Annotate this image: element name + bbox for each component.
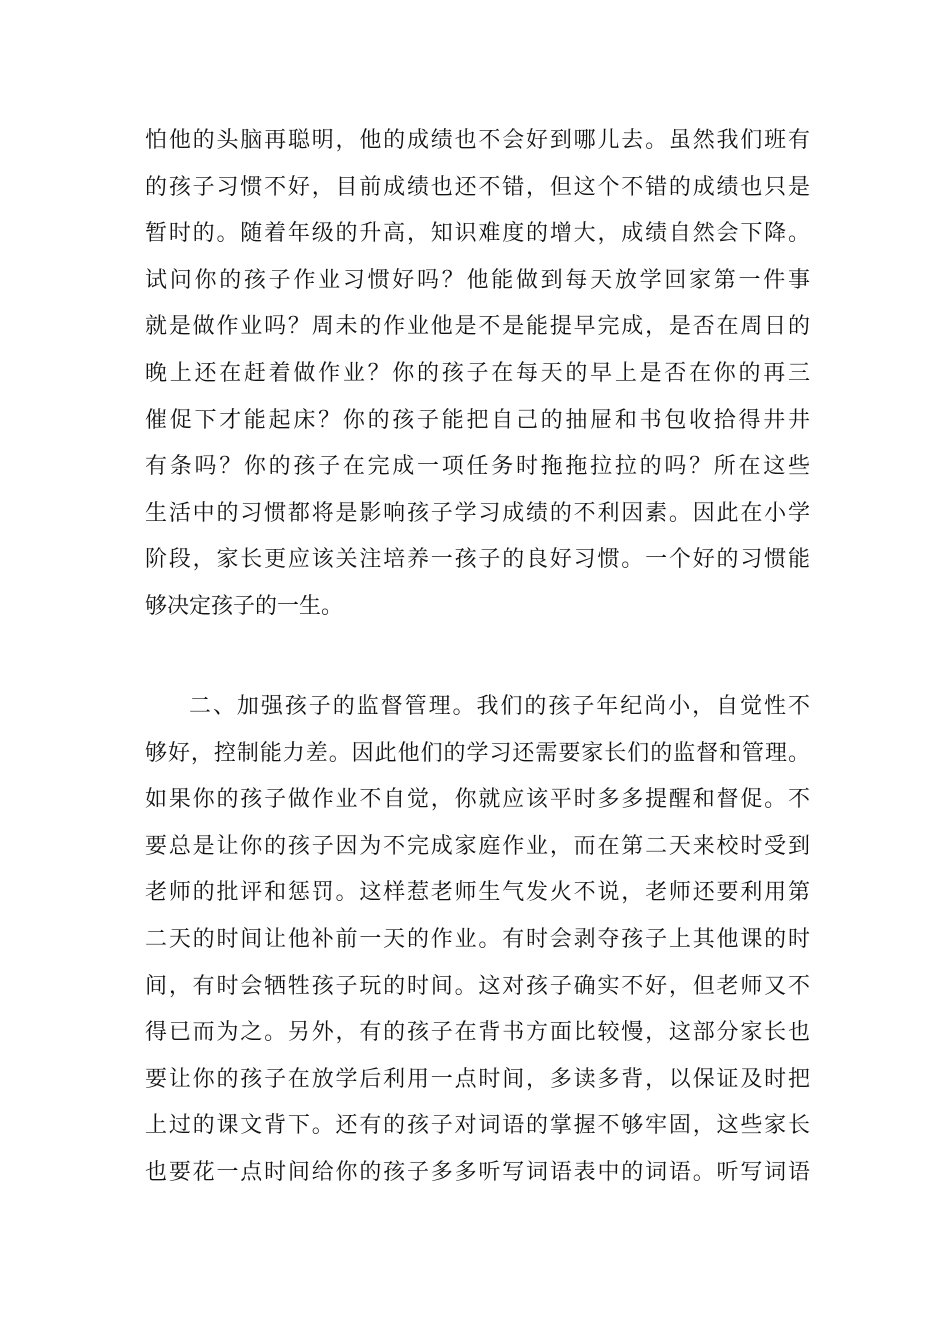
text-line: 晚上还在赶着做作业？你的孩子在每天的早上是否在你的再三 (145, 360, 810, 386)
text-line: 够决定孩子的一生。 (145, 593, 344, 619)
text-line: 就是做作业吗？周未的作业他是不是能提早完成，是否在周日的 (145, 314, 810, 340)
text-line: 生活中的习惯都将是影响孩子学习成绩的不利因素。因此在小学 (145, 500, 810, 526)
text-line: 怕他的头脑再聪明，他的成绩也不会好到哪儿去。虽然我们班有 (145, 128, 810, 153)
text-line: 如果你的孩子做作业不自觉，你就应该平时多多提醒和督促。不 (145, 787, 810, 813)
text-line: 也要花一点时间给你的孩子多多听写词语表中的词语。听写词语 (145, 1159, 810, 1185)
text-line: 暂时的。随着年级的升高，知识难度的增大，成绩自然会下降。 (145, 221, 810, 247)
paragraph-habits-continued (145, 118, 810, 631)
text-line: 老师的批评和惩罚。这样惹老师生气发火不说，老师还要利用第 (145, 880, 810, 906)
text-line: 二天的时间让他补前一天的作业。有时会剥夺孩子上其他课的时 (145, 926, 810, 952)
text-line: 要总是让你的孩子因为不完成家庭作业，而在第二天来校时受到 (145, 833, 810, 859)
text-line: 试问你的孩子作业习惯好吗？他能做到每天放学回家第一件事 (145, 267, 810, 293)
text-line: 上过的课文背下。还有的孩子对词语的掌握不够牢固，这些家长 (145, 1113, 810, 1139)
text-line: 催促下才能起床？你的孩子能把自己的抽屉和书包收拾得井井 (145, 407, 810, 433)
text-line: 有条吗？你的孩子在完成一项任务时拖拖拉拉的吗？所在这些 (145, 454, 810, 480)
text-line: 够好，控制能力差。因此他们的学习还需要家长们的监督和管理。 (145, 740, 810, 766)
text-line: 要让你的孩子在放学后利用一点时间，多读多背，以保证及时把 (145, 1066, 810, 1092)
text-line: 二、加强孩子的监督管理。我们的孩子年纪尚小，自觉性不 (189, 694, 810, 719)
text-line: 得已而为之。另外，有的孩子在背书方面比较慢，这部分家长也 (145, 1020, 810, 1046)
text-line: 的孩子习惯不好，目前成绩也还不错，但这个不错的成绩也只是 (145, 174, 810, 200)
paragraph-supervision (145, 684, 810, 1197)
text-line: 间，有时会牺牲孩子玩的时间。这对孩子确实不好，但老师又不 (145, 973, 810, 999)
text-line: 阶段，家长更应该关注培养一孩子的良好习惯。一个好的习惯能 (145, 547, 810, 573)
